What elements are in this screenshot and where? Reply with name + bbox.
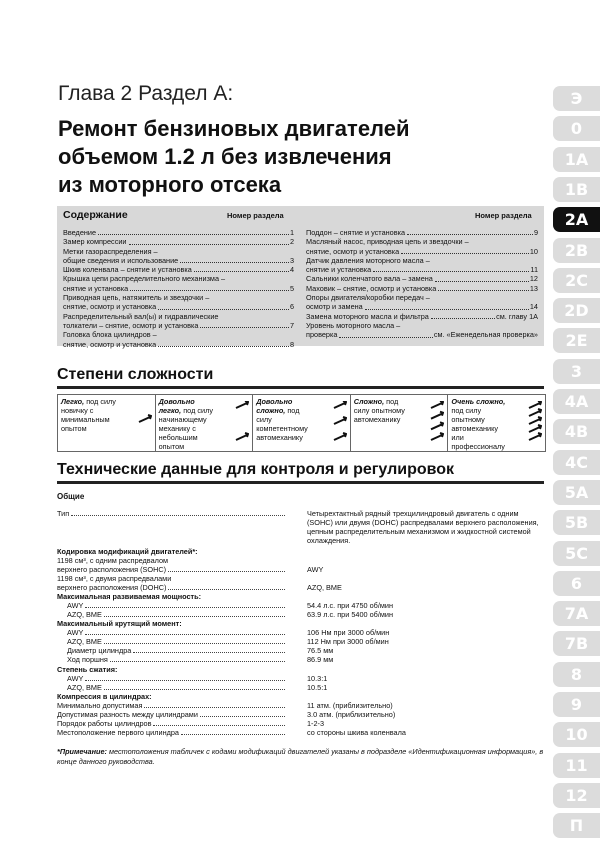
spec-value: AWY bbox=[307, 565, 324, 574]
contents-item-number: 13 bbox=[529, 283, 538, 293]
contents-item-number: 1 bbox=[289, 228, 294, 237]
spec-group-heading: Максимальная развиваемая мощность: bbox=[57, 592, 202, 601]
heading-rule bbox=[57, 386, 544, 389]
chapter-tab-2e[interactable]: 2E bbox=[553, 328, 600, 353]
contents-item-title: осмотр и замена bbox=[306, 302, 363, 312]
spec-value: 106 Нм при 3000 об/мин bbox=[307, 628, 390, 637]
wrench-5-icon bbox=[528, 401, 542, 441]
contents-item-title: Головка блока цилиндров – bbox=[63, 330, 157, 340]
chapter-tab-10[interactable]: 10 bbox=[553, 722, 600, 747]
wrench-icon bbox=[236, 401, 248, 408]
contents-heading: Содержание bbox=[63, 209, 128, 221]
wrench-1-icon bbox=[138, 401, 152, 441]
contents-item-number: 5 bbox=[289, 283, 294, 293]
contents-item-number: 3 bbox=[289, 255, 294, 265]
difficulty-level-desc: под силу опытному автомеханику или профессионалу bbox=[451, 406, 505, 451]
contents-item bbox=[306, 293, 538, 302]
difficulty-level-name: Сложно, bbox=[353, 397, 385, 406]
contents-item-title: снятие и установка bbox=[306, 265, 372, 275]
contents-item-title: Распределительный вал(ы) и гидравлические bbox=[63, 311, 219, 321]
contents-item bbox=[63, 302, 294, 311]
spec-label: Ход поршня bbox=[67, 655, 108, 664]
spec-label: Местоположение первого цилиндра bbox=[57, 728, 179, 737]
footnote bbox=[57, 747, 544, 767]
contents-item-number: 8 bbox=[289, 339, 294, 349]
chapter-tab-2c[interactable]: 2C bbox=[553, 268, 600, 293]
contents-item-title: Маховик – снятие, осмотр и установка bbox=[306, 283, 437, 293]
spec-value: AZQ, BME bbox=[307, 583, 342, 592]
chapter-tab-5b[interactable]: 5B bbox=[553, 510, 600, 535]
footnote-text: местоположения табличек с кодами модификаций двигателей указаны в подразделе «Идентификационная информация», в конце данного руководства. bbox=[57, 747, 544, 766]
contents-item bbox=[306, 302, 538, 311]
difficulty-level bbox=[253, 395, 351, 451]
spec-label: AWY bbox=[67, 674, 84, 683]
spec-value: Четырехтактный рядный трехцилиндровый двигатель с одним (SOHC) или двумя (DOHC) распредвалами верхнего расположения, цепным распределительным механизмом и жидкостной системой охлаждения. bbox=[307, 509, 539, 545]
contents-colhead-left: Номер раздела bbox=[227, 211, 284, 220]
wrench-icon bbox=[529, 401, 541, 408]
difficulty-level bbox=[351, 395, 449, 451]
wrench-icon bbox=[334, 417, 346, 424]
difficulty-heading: Степени сложности bbox=[57, 366, 214, 383]
contents-item-title: Введение bbox=[63, 228, 97, 237]
contents-item bbox=[63, 340, 294, 349]
chapter-tab-6[interactable]: 6 bbox=[553, 571, 600, 596]
chapter-tab-2b[interactable]: 2B bbox=[553, 238, 600, 263]
contents-right-column bbox=[306, 228, 538, 340]
contents-item bbox=[63, 247, 294, 256]
contents-left-column bbox=[63, 228, 294, 349]
contents-item bbox=[306, 256, 538, 265]
chapter-tab-2a[interactable]: 2A bbox=[553, 207, 600, 232]
specs-general-heading: Общие bbox=[57, 492, 85, 501]
contents-item-title: Сальники коленчатого вала – замена bbox=[306, 274, 433, 284]
contents-item bbox=[306, 265, 538, 274]
spec-group-heading: Степень сжатия: bbox=[57, 665, 118, 674]
chapter-tab-8[interactable]: 8 bbox=[553, 662, 600, 687]
difficulty-level-desc: под силу начинающему механику с небольшим опытом bbox=[158, 406, 213, 451]
difficulty-level bbox=[58, 395, 156, 451]
contents-item-title: толкатели – снятие, осмотр и установка bbox=[63, 320, 199, 330]
contents-item-title: Опоры двигателя/коробки передач – bbox=[306, 293, 430, 303]
spec-label: Допустимая разность между цилиндрами bbox=[57, 710, 198, 719]
chapter-tab-1b[interactable]: 1B bbox=[553, 177, 600, 202]
spec-value: 1-2-3 bbox=[307, 719, 325, 728]
contents-item bbox=[306, 330, 538, 339]
chapter-tab-4a[interactable]: 4A bbox=[553, 389, 600, 414]
spec-value: 54.4 л.с. при 4750 об/мин bbox=[307, 601, 393, 610]
wrench-2-icon bbox=[235, 401, 249, 441]
difficulty-level-name: Довольно сложно, bbox=[256, 397, 293, 415]
contents-item bbox=[63, 284, 294, 293]
contents-item-number: 6 bbox=[289, 302, 294, 312]
spec-value: 3.0 атм. (приблизительно) bbox=[307, 710, 396, 719]
wrench-icon bbox=[529, 425, 541, 432]
chapter-label: Глава 2 Раздел А: bbox=[58, 82, 234, 105]
contents-item-title: Замена моторного масла и фильтра bbox=[306, 311, 429, 321]
difficulty-level-name: Легко, bbox=[61, 397, 85, 406]
spec-label: 1198 см³, с одним распредвалом bbox=[57, 556, 169, 565]
difficulty-table bbox=[57, 394, 546, 452]
contents-item-title: снятие, осмотр и установка bbox=[306, 246, 400, 256]
difficulty-level-name: Довольно легко, bbox=[158, 397, 195, 415]
chapter-tab-0[interactable]: 0 bbox=[553, 116, 600, 141]
difficulty-level-desc: под силу опытному автомеханику bbox=[353, 397, 405, 424]
contents-item bbox=[306, 237, 538, 246]
footnote-label: *Примечание: bbox=[57, 747, 107, 756]
difficulty-level-desc: под силу компетентному автомеханику bbox=[256, 406, 308, 442]
wrench-icon bbox=[431, 433, 443, 440]
heading-rule bbox=[57, 481, 544, 484]
wrench-icon bbox=[236, 433, 248, 440]
contents-item-number: 12 bbox=[529, 274, 538, 284]
wrench-icon bbox=[431, 412, 443, 419]
contents-item-number: 14 bbox=[529, 302, 538, 312]
contents-colhead-right: Номер раздела bbox=[475, 211, 532, 220]
chapter-tab-5a[interactable]: 5A bbox=[553, 480, 600, 505]
title-line: из моторного отсека bbox=[58, 172, 282, 197]
difficulty-level bbox=[448, 395, 545, 451]
spec-value: 63.9 л.с. при 5400 об/мин bbox=[307, 610, 393, 619]
spec-label: Минимально допустимая bbox=[57, 701, 143, 710]
contents-item-number: см. «Еженедельная проверка» bbox=[433, 330, 538, 340]
contents-item-title: Масляный насос, приводная цепь и звездочки – bbox=[306, 237, 469, 247]
chapter-tab-7b[interactable]: 7B bbox=[553, 631, 600, 656]
contents-item bbox=[63, 330, 294, 339]
spec-label: Тип bbox=[57, 509, 70, 518]
wrench-icon bbox=[334, 433, 346, 440]
contents-item bbox=[63, 228, 294, 237]
spec-label: AWY bbox=[67, 601, 84, 610]
chapter-tab-9[interactable]: 9 bbox=[553, 692, 600, 717]
wrench-icon bbox=[334, 401, 346, 408]
contents-item-title: Уровень моторного масла – bbox=[306, 320, 401, 330]
contents-item-title: Поддон – снятие и установка bbox=[306, 228, 406, 237]
difficulty-level bbox=[156, 395, 254, 451]
contents-item-title: Крышка цепи распределительного механизма – bbox=[63, 274, 226, 284]
title-line: Ремонт бензиновых двигателей bbox=[58, 116, 410, 141]
spec-value: со стороны шкива коленвала bbox=[307, 728, 406, 737]
chapter-tab-2d[interactable]: 2D bbox=[553, 298, 600, 323]
difficulty-level-name: Очень сложно, bbox=[451, 397, 506, 406]
contents-item-number: см. главу 1А bbox=[496, 311, 538, 321]
chapter-tab-4b[interactable]: 4B bbox=[553, 419, 600, 444]
contents-item-number: 2 bbox=[289, 237, 294, 247]
spec-group-heading: Компрессия в цилиндрах: bbox=[57, 692, 152, 701]
spec-label: AZQ, BME bbox=[67, 683, 102, 692]
chapter-tab-3[interactable]: 3 bbox=[553, 359, 600, 384]
chapter-tab-7a[interactable]: 7A bbox=[553, 601, 600, 626]
spec-label: 1198 см³, с двумя распредвалами bbox=[57, 574, 172, 583]
contents-item-title: общие сведения и использование bbox=[63, 255, 179, 265]
contents-item bbox=[306, 247, 538, 256]
spec-value: 112 Нм при 3000 об/мин bbox=[307, 637, 389, 646]
contents-item bbox=[63, 293, 294, 302]
difficulty-level-desc: под силу новичку с минимальным опытом bbox=[61, 397, 116, 433]
contents-item bbox=[63, 256, 294, 265]
wrench-4-icon bbox=[430, 401, 444, 441]
spec-value: 11 атм. (приблизительно) bbox=[307, 701, 393, 710]
spec-value: 10.3:1 bbox=[307, 674, 328, 683]
contents-item bbox=[306, 284, 538, 293]
chapter-tab-э[interactable]: Э bbox=[553, 86, 600, 111]
contents-item-title: Датчик давления моторного масла – bbox=[306, 255, 430, 265]
wrench-icon bbox=[431, 401, 443, 408]
spec-label: верхнего расположения (SOHC) bbox=[57, 565, 167, 574]
spec-label: Диаметр цилиндра bbox=[67, 646, 132, 655]
contents-item-number: 11 bbox=[530, 265, 538, 275]
contents-item-number: 7 bbox=[289, 320, 294, 330]
spec-label: Порядок работы цилиндров bbox=[57, 719, 152, 728]
chapter-tab-5c[interactable]: 5C bbox=[553, 541, 600, 566]
contents-item bbox=[306, 274, 538, 283]
page-title bbox=[58, 115, 538, 199]
chapter-tab-1a[interactable]: 1A bbox=[553, 147, 600, 172]
spec-group-heading: Кодировка модификаций двигателей*: bbox=[57, 547, 198, 556]
spec-label: верхнего расположения (DOHC) bbox=[57, 583, 167, 592]
contents-item-title: Замер компрессии bbox=[63, 237, 127, 247]
chapter-tab-4c[interactable]: 4C bbox=[553, 450, 600, 475]
spec-value: 86.9 мм bbox=[307, 655, 334, 664]
contents-item-title: Метки газораспределения – bbox=[63, 246, 158, 256]
contents-item-number: 10 bbox=[529, 246, 538, 256]
contents-item-title: снятие и установка bbox=[63, 283, 129, 293]
contents-item-title: снятие, осмотр и установка bbox=[63, 339, 157, 349]
contents-item bbox=[63, 312, 294, 321]
chapter-tab-12[interactable]: 12 bbox=[553, 783, 600, 808]
wrench-icon bbox=[529, 409, 541, 416]
contents-item bbox=[63, 237, 294, 246]
contents-item bbox=[306, 312, 538, 321]
spec-label: AZQ, BME bbox=[67, 610, 102, 619]
contents-item bbox=[63, 274, 294, 283]
contents-item bbox=[306, 321, 538, 330]
specs-heading: Технические данные для контроля и регулировок bbox=[57, 461, 455, 478]
spec-group-heading: Максимальный крутящий момент: bbox=[57, 619, 182, 628]
spec-label: AWY bbox=[67, 628, 84, 637]
wrench-icon bbox=[529, 417, 541, 424]
contents-box bbox=[57, 206, 544, 349]
contents-item-number: 9 bbox=[533, 228, 538, 237]
chapter-tab-п[interactable]: П bbox=[553, 813, 600, 838]
wrench-3-icon bbox=[333, 401, 347, 441]
spec-value: 76.5 мм bbox=[307, 646, 334, 655]
wrench-icon bbox=[529, 433, 541, 440]
spec-value: 10.5:1 bbox=[307, 683, 328, 692]
contents-item-number: 4 bbox=[289, 265, 294, 275]
contents-item-title: проверка bbox=[306, 330, 338, 340]
contents-item-title: Приводная цепь, натяжитель и звездочки – bbox=[63, 293, 210, 303]
wrench-icon bbox=[431, 422, 443, 429]
chapter-tab-11[interactable]: 11 bbox=[553, 753, 600, 778]
title-line: объемом 1.2 л без извлечения bbox=[58, 144, 392, 169]
spec-label: AZQ, BME bbox=[67, 637, 102, 646]
contents-item bbox=[306, 228, 538, 237]
contents-item bbox=[63, 321, 294, 330]
wrench-icon bbox=[139, 415, 151, 422]
contents-item-title: Шкив коленвала – снятие и установка bbox=[63, 265, 192, 275]
contents-item-title: снятие, осмотр и установка bbox=[63, 302, 157, 312]
contents-item bbox=[63, 265, 294, 274]
